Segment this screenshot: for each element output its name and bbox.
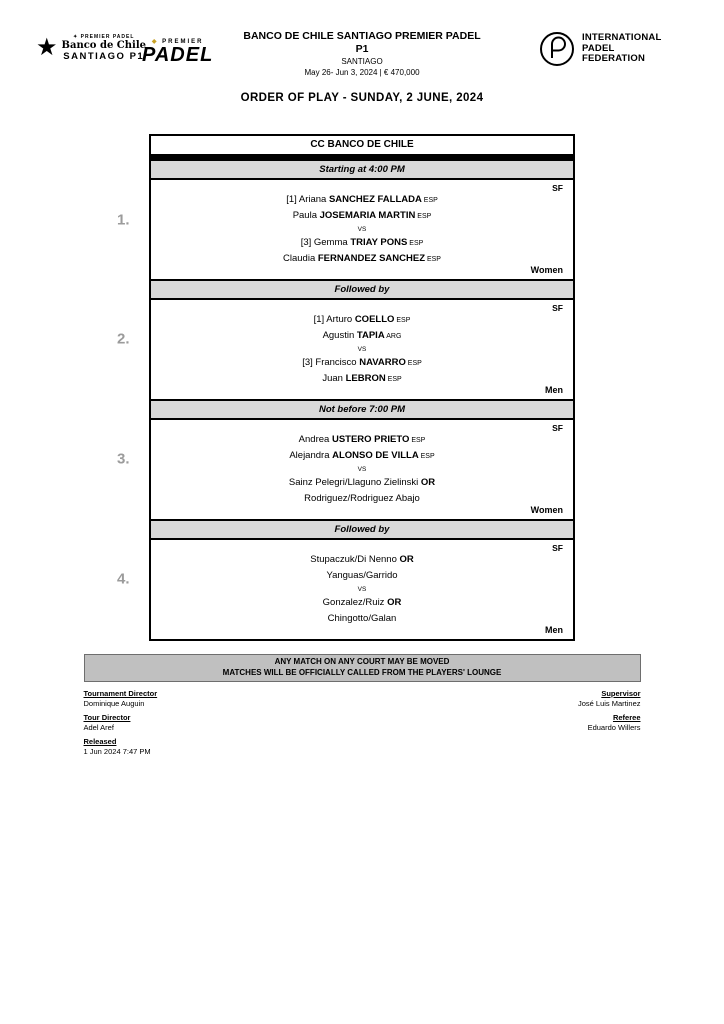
match-2 [117,279,573,399]
team-names: Chingotto/Galan [327,612,397,624]
or-label: OR [399,553,414,565]
match-3-round-label: SF [552,423,563,433]
court-schedule-table [117,134,575,641]
star-icon: ★ [36,34,58,61]
match-4-schedule: Followed by [151,519,573,540]
player-country: ESP [407,239,424,247]
vs-label: VS [357,465,367,473]
match-4-body [151,540,573,639]
match-1-round-label: SF [552,183,563,193]
player-name: [3] Gemma [300,236,351,248]
player-line [161,450,563,462]
released-timestamp: 1 Jun 2024 7:47 PM [83,747,151,756]
officials-left-column [84,689,158,761]
santiago-p1-logo [36,34,146,62]
fip-line-2: PADEL [582,42,615,54]
player-name: [3] Francisco [302,356,360,368]
court-move-notice [84,654,641,682]
player-line [161,237,563,249]
santiago-logo-bank-line: Banco de Chile [61,40,146,51]
match-1-number: 1. [117,211,130,229]
player-line [161,597,563,609]
supervisor-label: Supervisor [601,689,641,698]
premier-word: PREMIER [162,39,204,45]
match-4-number: 4. [117,570,130,588]
player-surname: COELLO [354,313,395,325]
player-surname: USTERO PRIETO [331,433,410,445]
supervisor-name: José Luis Martinez [577,699,641,708]
order-of-play-title: ORDER OF PLAY - SUNDAY, 2 JUNE, 2024 [240,92,484,104]
tour-director-name: Adel Aref [83,723,114,732]
tour-director-label: Tour Director [83,713,131,722]
fip-line-3: FEDERATION [582,53,646,65]
match-2-body [151,300,573,399]
notice-line-1: ANY MATCH ON ANY COURT MAY BE MOVED [274,657,450,666]
match-3-teams [161,433,563,505]
player-line [161,493,563,505]
player-surname: LEBRON [345,372,386,384]
player-line [161,314,563,326]
referee-label: Referee [612,713,641,722]
team-names: Sainz Pelegri/Llaguno Zielinski [288,476,421,488]
match-1-teams [161,193,563,265]
released [84,737,158,757]
player-name: Paula [292,209,320,221]
player-name: [1] Arturo [313,313,355,325]
event-tier: P1 [355,43,369,55]
player-surname: TRIAY PONS [350,236,408,248]
tournament-director-name: Dominique Auguin [83,699,145,708]
player-country: ESP [421,196,438,204]
referee [578,713,641,733]
match-4-category: Men [545,625,563,635]
player-country: ESP [415,212,432,220]
player-surname: JOSEMARIA MARTIN [319,209,416,221]
vs-label: VS [357,345,367,353]
player-name: Claudia [283,252,318,264]
player-country: ARG [384,332,402,340]
player-line [161,194,563,206]
fip-circle-icon [538,30,576,68]
player-country: ESP [394,316,411,324]
or-label: OR [420,476,436,488]
premier-padel-logo [142,38,213,65]
player-country: ESP [425,255,441,263]
notice-line-2: MATCHES WILL BE OFFICIALLY CALLED FROM THE PLAYERS' LOUNGE [222,667,502,677]
match-3-schedule: Not before 7:00 PM [151,399,573,420]
match-2-teams [161,313,563,385]
match-3-number: 3. [117,450,130,468]
player-line [161,210,563,222]
player-country: ESP [405,359,422,367]
officials-footer [84,689,641,761]
court-table [117,134,575,641]
tournament-director [84,689,158,709]
player-surname: ALONSO DE VILLA [332,449,419,461]
vs-label: VS [357,585,367,593]
vs-label: VS [357,225,367,233]
fip-logo-text [582,33,661,65]
player-line [161,570,563,582]
player-name: Juan [322,372,346,384]
santiago-logo-premier-line: ✦ PREMIER PADEL [73,34,135,40]
player-line [161,330,563,342]
officials-right-column [578,689,641,761]
player-country: ESP [385,375,402,383]
match-2-schedule: Followed by [151,279,573,300]
player-name: [1] Ariana [286,193,329,205]
tournament-director-label: Tournament Director [83,689,158,698]
released-label: Released [83,737,117,746]
player-surname: SANCHEZ FALLADA [328,193,422,205]
match-2-number: 2. [117,330,130,348]
player-surname: TAPIA [356,329,385,341]
referee-name: Eduardo Willers [587,723,641,732]
match-3-body [151,420,573,519]
court-name: CC BANCO DE CHILE [310,139,414,150]
supervisor [578,689,641,709]
player-country: ESP [409,436,426,444]
player-name: Andrea [298,433,332,445]
player-surname: FERNANDEZ SANCHEZ [317,252,426,264]
match-1-category: Women [530,265,563,275]
player-line [161,253,563,265]
player-country: ESP [418,452,435,460]
padel-wordmark: PADEL [142,44,214,66]
player-name: Agustin [322,329,357,341]
fip-logo [538,30,661,68]
team-names: Yanguas/Garrido [326,569,398,581]
player-line [161,477,563,489]
page-header [0,0,724,84]
player-line [161,434,563,446]
tour-director [84,713,158,733]
player-line [161,554,563,566]
match-1-body [151,180,573,279]
event-title: BANCO DE CHILE SANTIAGO PREMIER PADEL [243,30,481,42]
match-1-schedule: Starting at 4:00 PM [151,161,573,180]
player-line [161,357,563,369]
santiago-logo-text [62,34,146,62]
match-4-round-label: SF [552,543,563,553]
court-header-bar [151,154,573,161]
team-names: Rodriguez/Rodriguez Abajo [304,492,420,504]
player-line [161,613,563,625]
team-names: Gonzalez/Ruiz [322,596,388,608]
player-line [161,373,563,385]
match-1 [117,161,573,279]
match-3-category: Women [530,505,563,515]
match-2-category: Men [545,385,563,395]
player-name: Alejandra [289,449,333,461]
event-dates-prize: May 26- Jun 3, 2024 | € 470,000 [304,68,420,77]
santiago-logo-city-line: SANTIAGO P1 [63,51,145,62]
gold-diamond-icon: ◆ [151,39,163,45]
fip-line-1: INTERNATIONAL [582,32,662,44]
player-surname: NAVARRO [359,356,406,368]
match-4-teams [161,553,563,625]
team-names: Stupaczuk/Di Nenno [310,553,400,565]
match-4 [117,519,573,639]
event-title-block [243,30,480,78]
match-2-round-label: SF [552,303,563,313]
match-3 [117,399,573,519]
event-city: SANTIAGO [341,57,383,66]
or-label: OR [387,596,402,608]
